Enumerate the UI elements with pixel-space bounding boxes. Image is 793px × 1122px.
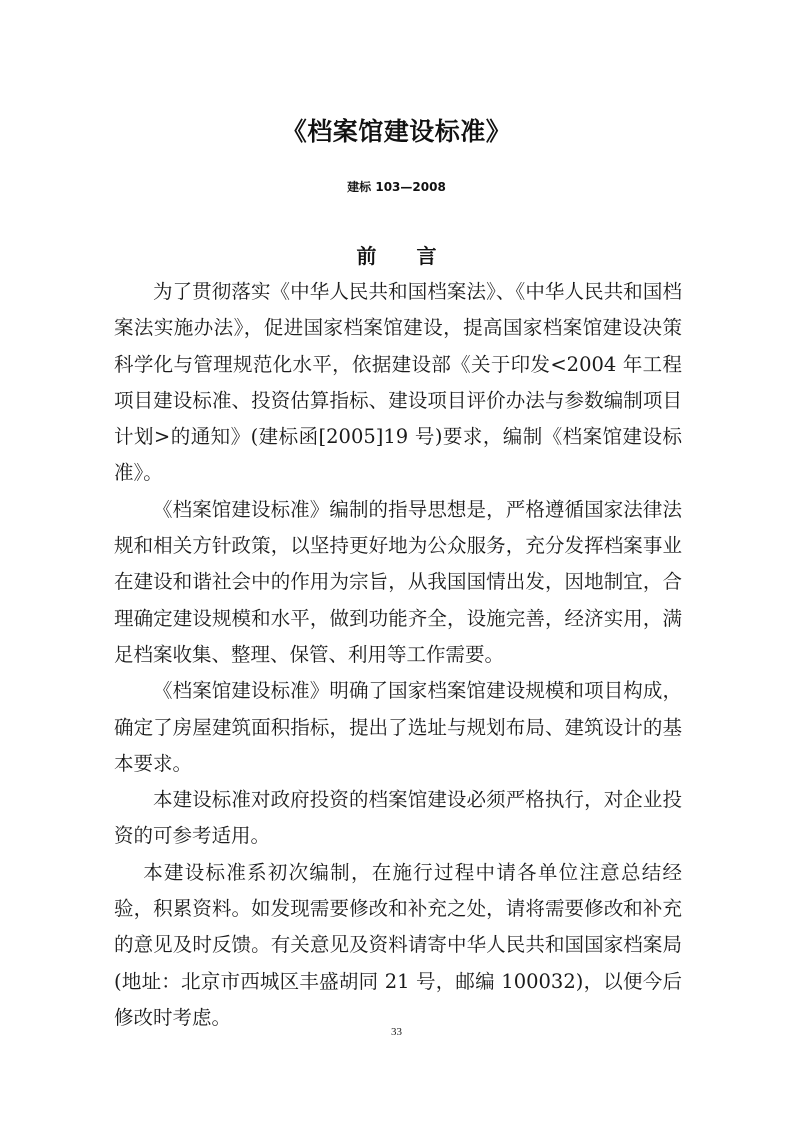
standard-code: 建标 103—2008 [347, 180, 446, 194]
paragraph: 为了贯彻落实《中华人民共和国档案法》、《中华人民共和国档案法实施办法》，促进国家档案馆建设，提高国家档案馆建设决策科学化与管理规范化水平，依据建设部《关于印发<2004 年工程项目建设标准、投资估算指标、建设项目评价办法与参数编制项目计划>的通知》(建标函[2005]19 号)要求，编制《档案馆建设标准》。 [114, 280, 682, 485]
paragraph: 本建设标准对政府投资的档案馆建设必须严格执行，对企业投资的可参考适用。 [114, 788, 682, 848]
preface-body [114, 274, 682, 1036]
document-title: 《档案馆建设标准》 [281, 117, 512, 146]
page-number: 33 [391, 1026, 402, 1038]
paragraph: 《档案馆建设标准》编制的指导思想是，严格遵循国家法律法规和相关方针政策，以坚持更好地为公众服务，充分发挥档案事业在建设和谐社会中的作用为宗旨，从我国国情出发，因地制宜，合理确定建设规模和水平，做到功能齐全，设施完善，经济实用，满足档案收集、整理、保管、利用等工作需要。 [114, 497, 682, 666]
paragraph: 本建设标准系初次编制，在施行过程中请各单位注意总结经验，积累资料。如发现需要修改和补充之处，请将需要修改和补充的意见及时反馈。有关意见及资料请寄中华人民共和国国家档案局(地址：北京市西城区丰盛胡同 21 号，邮编 100032)，以便今后修改时考虑。 [114, 860, 682, 1029]
paragraph: 《档案馆建设标准》明确了国家档案馆建设规模和项目构成，确定了房屋建筑面积指标，提出了选址与规划布局、建筑设计的基本要求。 [114, 679, 682, 775]
section-heading-preface: 前言 [356, 244, 477, 268]
